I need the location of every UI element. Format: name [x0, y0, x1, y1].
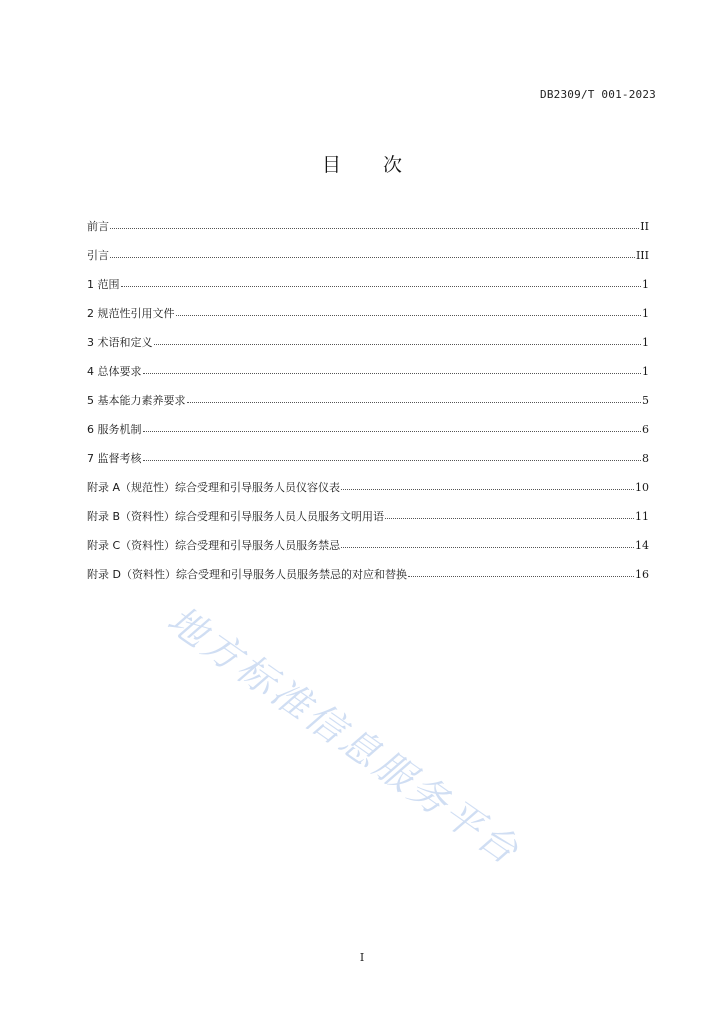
toc-dot-leader [408, 567, 634, 578]
toc-entry-text: 引言 [87, 249, 109, 262]
toc-entry-page: II [640, 220, 649, 233]
toc-entry-page: 1 [642, 336, 649, 349]
toc-entry-page: 6 [642, 423, 649, 436]
toc-entry-service-mechanism[interactable] [87, 421, 649, 450]
toc-entry-text: 7 监督考核 [87, 452, 142, 465]
toc-dot-leader [385, 509, 634, 520]
document-code: DB2309/T 001-2023 [540, 88, 656, 101]
toc-dot-leader [143, 364, 642, 375]
toc-entry-general-requirements[interactable] [87, 363, 649, 392]
toc-entry-page: III [635, 249, 649, 262]
table-of-contents [87, 218, 649, 595]
toc-entry-appendix-c[interactable] [87, 537, 649, 566]
toc-entry-text: 1 范围 [87, 278, 120, 291]
toc-dot-leader [110, 219, 639, 230]
toc-entry-normative-references[interactable] [87, 305, 649, 334]
toc-entry-appendix-b[interactable] [87, 508, 649, 537]
toc-entry-page: 11 [635, 510, 649, 523]
toc-entry-page: 10 [635, 481, 649, 494]
toc-entry-text: 2 规范性引用文件 [87, 307, 175, 320]
toc-entry-page: 16 [635, 568, 649, 581]
toc-entry-scope[interactable] [87, 276, 649, 305]
toc-entry-text: 5 基本能力素养要求 [87, 394, 186, 407]
toc-entry-text: 附录 B（资料性）综合受理和引导服务人员人员服务文明用语 [87, 510, 385, 523]
toc-dot-leader [341, 480, 634, 491]
watermark: 地方标准信息服务平台 [159, 597, 529, 875]
toc-entry-text: 3 术语和定义 [87, 336, 153, 349]
toc-dot-leader [341, 538, 634, 549]
toc-entry-foreword[interactable] [87, 218, 649, 247]
toc-entry-page: 5 [642, 394, 649, 407]
toc-entry-text: 附录 C（资料性）综合受理和引导服务人员服务禁忌 [87, 539, 341, 552]
toc-entry-basic-competency[interactable] [87, 392, 649, 421]
toc-entry-appendix-a[interactable] [87, 479, 649, 508]
toc-dot-leader [143, 451, 642, 462]
toc-entry-supervision[interactable] [87, 450, 649, 479]
toc-entry-text: 4 总体要求 [87, 365, 142, 378]
toc-entry-page: 1 [642, 365, 649, 378]
toc-dot-leader [143, 422, 642, 433]
toc-entry-page: 14 [635, 539, 649, 552]
toc-title: 目 次 [321, 154, 421, 176]
toc-dot-leader [154, 335, 642, 346]
toc-entry-introduction[interactable] [87, 247, 649, 276]
toc-entry-text: 附录 D（资料性）综合受理和引导服务人员服务禁忌的对应和替换 [87, 568, 407, 581]
toc-dot-leader [121, 277, 642, 288]
toc-entry-page: 1 [642, 278, 649, 291]
toc-dot-leader [110, 248, 635, 259]
toc-entry-text: 附录 A（规范性）综合受理和引导服务人员仪容仪表 [87, 481, 341, 494]
toc-dot-leader [187, 393, 642, 404]
toc-entry-text: 前言 [87, 220, 109, 233]
toc-entry-page: 1 [642, 307, 649, 320]
toc-entry-appendix-d[interactable] [87, 566, 649, 595]
toc-entry-terms-definitions[interactable] [87, 334, 649, 363]
toc-entry-page: 8 [642, 452, 649, 465]
page-number: I [359, 951, 365, 964]
toc-dot-leader [176, 306, 642, 317]
toc-entry-text: 6 服务机制 [87, 423, 142, 436]
